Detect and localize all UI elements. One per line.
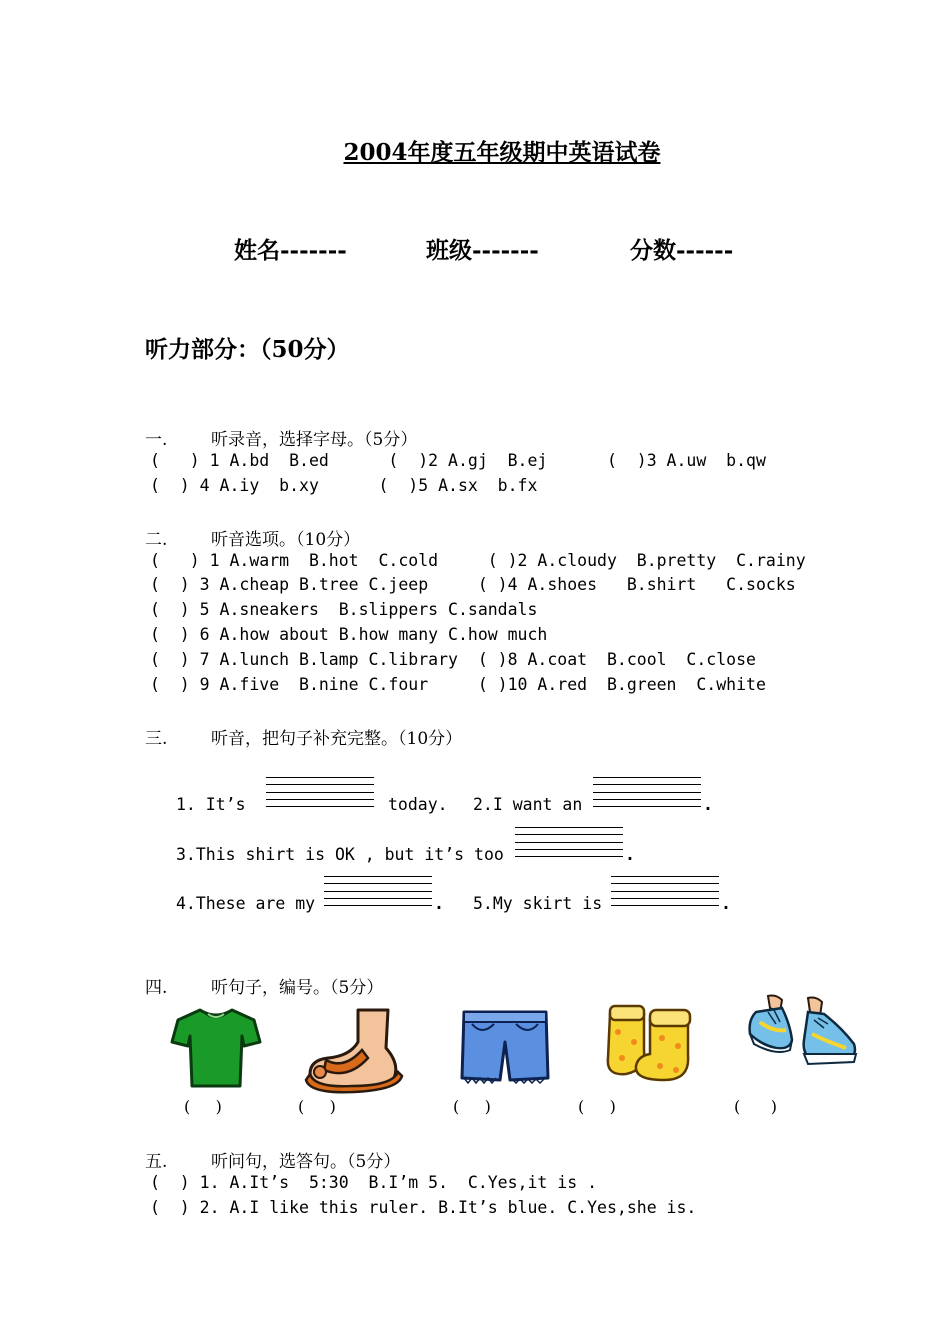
socks-icon xyxy=(604,1000,694,1082)
fill-sentence-4-before: 4.These are my xyxy=(176,894,316,913)
picture-answer-3[interactable]: ( ) xyxy=(453,1097,491,1116)
section5-heading xyxy=(145,1147,400,1172)
picture-answer-1[interactable]: ( ) xyxy=(184,1097,222,1116)
sneakers-icon xyxy=(746,994,860,1070)
section5-line-1: ( ) 1. A.It’s 5:30 B.I’m 5. C.Yes,it is . xyxy=(150,1173,598,1192)
listening-part-heading: 听力部分：（50分） xyxy=(145,336,350,363)
section2-line-6: ( ) 9 A.five B.nine C.four ( )10 A.red B.green C.white xyxy=(150,675,766,694)
picture-answer-5[interactable]: ( ) xyxy=(734,1097,777,1116)
t-shirt-icon xyxy=(170,1006,262,1090)
class-field: 班级------- xyxy=(426,237,539,264)
fill-sentence-2-after: . xyxy=(703,795,713,814)
fill-blank-1[interactable] xyxy=(266,777,374,807)
section2-title: 听音选项。（10分） xyxy=(211,530,361,550)
section2-line-3: ( ) 5 A.sneakers B.slippers C.sandals xyxy=(150,600,538,619)
name-field: 姓名------- xyxy=(234,237,347,264)
section1-line-1: ( ) 1 A.bd B.ed ( )2 A.gj B.ej ( )3 A.uw b.qw xyxy=(150,451,766,470)
section1-title: 听录音，选择字母。（5分） xyxy=(211,430,418,450)
sandal-foot-icon xyxy=(304,1008,404,1094)
section2-line-2: ( ) 3 A.cheap B.tree C.jeep ( )4 A.shoes B.shirt C.socks xyxy=(150,575,796,594)
section5-title: 听问句，选答句。（5分） xyxy=(211,1152,401,1172)
fill-sentence-2-before: 2.I want an xyxy=(473,795,583,814)
section2-heading xyxy=(145,525,360,550)
fill-blank-2[interactable] xyxy=(593,777,701,807)
section2-line-5: ( ) 7 A.lunch B.lamp C.library ( )8 A.coat B.cool C.close xyxy=(150,650,756,669)
score-field: 分数------ xyxy=(630,237,734,264)
section1-heading xyxy=(145,425,417,450)
section2-line-4: ( ) 6 A.how about B.how many C.how much xyxy=(150,625,548,644)
section5-number: 五. xyxy=(145,1152,168,1172)
section2-number: 二. xyxy=(145,530,168,550)
section1-line-2: ( ) 4 A.iy b.xy ( )5 A.sx b.fx xyxy=(150,476,538,495)
fill-sentence-5-after: . xyxy=(721,894,731,913)
section4-title: 听句子，编号。（5分） xyxy=(211,978,384,998)
fill-sentence-5-before: 5.My skirt is xyxy=(473,894,603,913)
fill-blank-4[interactable] xyxy=(324,876,432,906)
section1-number: 一. xyxy=(145,430,168,450)
section2-line-1: ( ) 1 A.warm B.hot C.cold ( )2 A.cloudy B.pretty C.rainy xyxy=(150,551,806,570)
fill-sentence-1-after: today. xyxy=(388,795,448,814)
fill-sentence-1-before: 1. It’s xyxy=(176,795,246,814)
fill-sentence-4-after: . xyxy=(434,894,444,913)
exam-title: 2004年度五年级期中英语试卷 xyxy=(343,139,661,166)
section4-heading xyxy=(145,973,383,998)
section3-heading xyxy=(145,724,462,749)
fill-sentence-3-before: 3.This shirt is OK , but it’s too xyxy=(176,845,504,864)
section3-title: 听音，把句子补充完整。（10分） xyxy=(211,729,463,749)
section5-line-2: ( ) 2. A.I like this ruler. B.It’s blue. C.Yes,she is. xyxy=(150,1198,697,1217)
fill-blank-3[interactable] xyxy=(515,827,623,857)
fill-blank-5[interactable] xyxy=(611,876,719,906)
picture-answer-4[interactable]: ( ) xyxy=(578,1097,616,1116)
section3-number: 三. xyxy=(145,729,168,749)
shorts-icon xyxy=(460,1008,550,1084)
section4-number: 四. xyxy=(145,978,168,998)
picture-answer-2[interactable]: ( ) xyxy=(298,1097,336,1116)
fill-sentence-3-after: . xyxy=(625,845,635,864)
